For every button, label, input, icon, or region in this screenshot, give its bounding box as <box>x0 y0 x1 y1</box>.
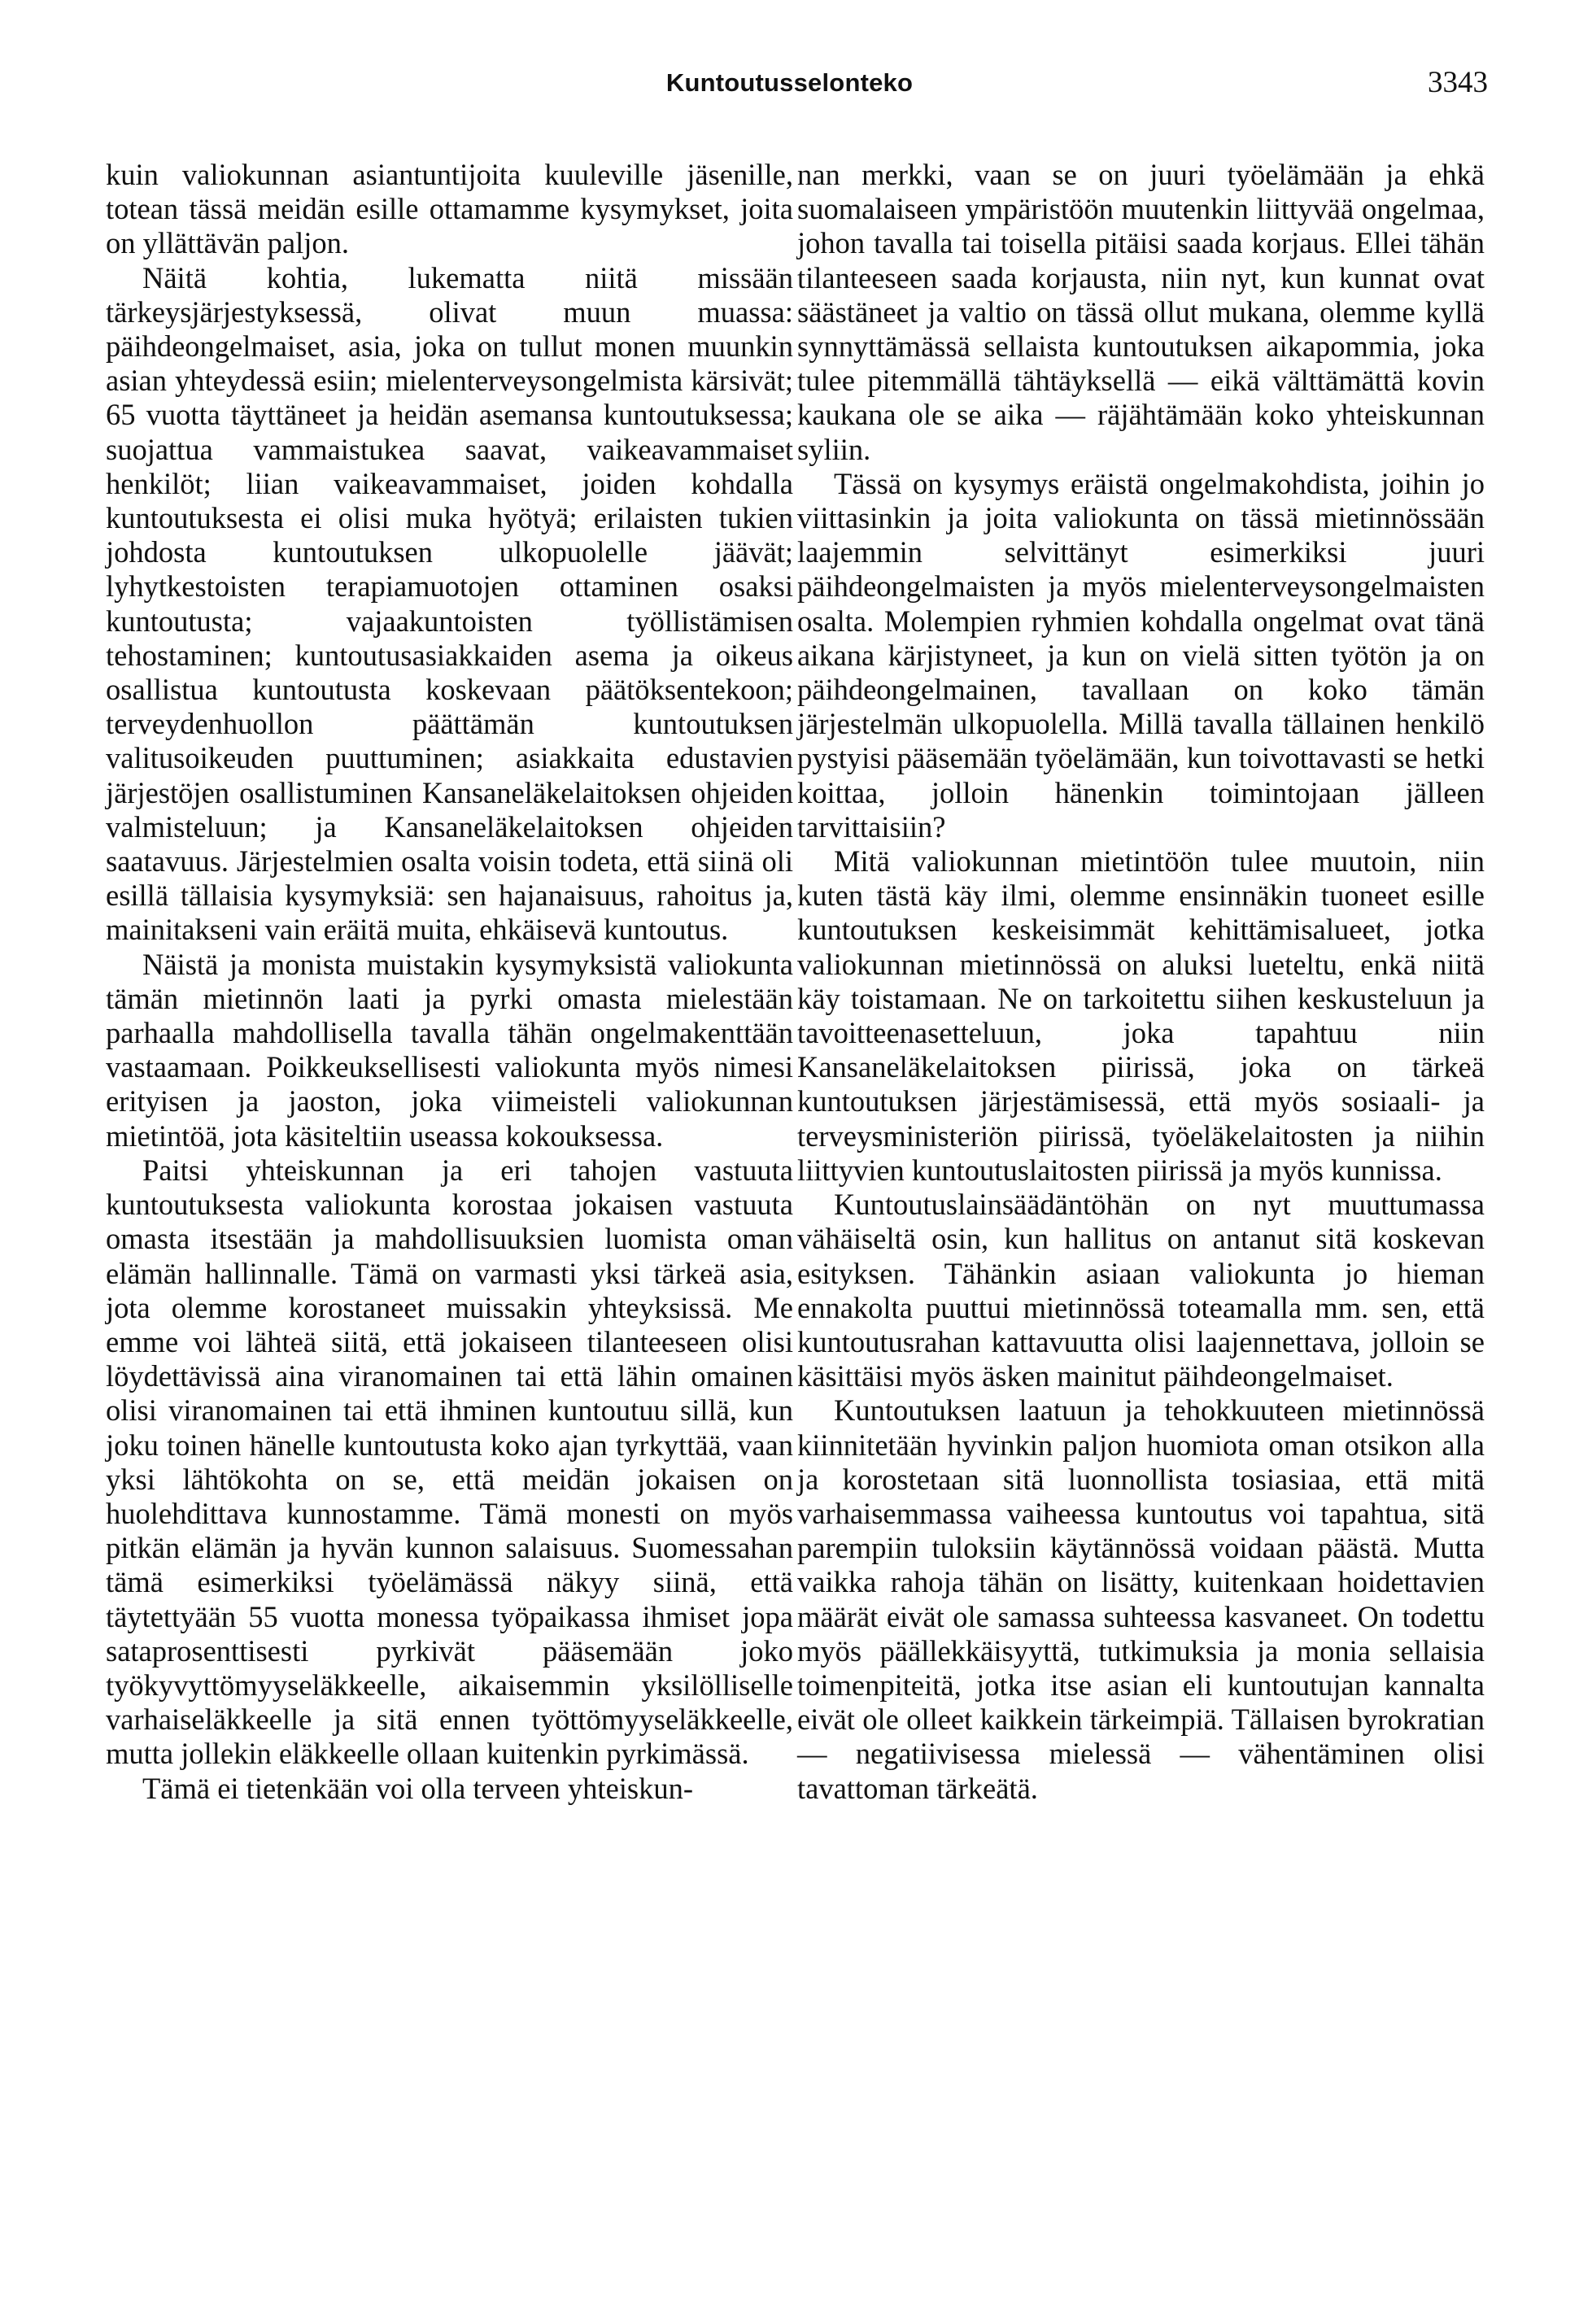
paragraph: Näitä kohtia, lukematta niitä missään tärkeysjärjestyksessä, olivat muun muassa: päihdeongelmaiset, asia, joka on tullut monen muunkin asian yhteydessä esiin; mielenterveysongelmista kärsivät; 65 vuotta täyttäneet ja heidän asemansa kuntoutuksessa; suojattua vammaistukea saavat, vaikeavammaiset henkilöt; liian vaikeavammaiset, joiden kohdalla kuntoutuksesta ei olisi muka hyötyä; erilaisten tukien johdosta kuntoutuksen ulkopuolelle jäävät; lyhytkestoisten terapiamuotojen ottaminen osaksi kuntoutusta; vajaakuntoisten työllistämisen tehostaminen; kuntoutusasiakkaiden asema ja oikeus osallistua kuntoutusta koskevaan päätöksentekoon; terveydenhuollon päättämän kuntoutuksen valitusoikeuden puuttuminen; asiakkaita edustavien järjestöjen osallistuminen Kansaneläkelaitoksen ohjeiden valmisteluun; ja Kansaneläkelaitoksen ohjeiden saatavuus. Järjestelmien osalta voisin todeta, että siinä oli esillä tällaisia kysymyksiä: sen hajanaisuus, rahoitus ja, mainitakseni vain eräitä muita, ehkäisevä kuntoutus. <box>106 260 793 947</box>
page-header <box>0 65 1579 114</box>
paragraph: Tämä ei tietenkään voi olla terveen yhteiskun- <box>142 1771 694 1805</box>
paragraph: Tässä on kysymys eräistä ongelmakohdista, joihin jo viittasinkin ja joita valiokunta on tässä mietinnössään laajemmin selvittänyt esimerkiksi juuri päihdeongelmaisten ja myös mielenterveysongelmaisten osalta. Molempien ryhmien kohdalla ongelmat ovat tänä aikana kärjistyneet, ja kun on vielä sitten työtön ja on päihdeongelmainen, tavallaan on koko tämän järjestelmän ulkopuolella. Millä tavalla tällainen henkilö pystyisi pääsemään työelämään, kun toivottavasti se hetki koittaa, jolloin hänenkin toimintojaan jälleen tarvittaisiin? <box>797 466 1485 844</box>
page-number: 3343 <box>1428 66 1488 99</box>
paragraph: kuin valiokunnan asiantuntijoita kuuleville jäsenille, totean tässä meidän esille ottamamme kysymykset, joita on yllättävän paljon. <box>106 158 793 260</box>
paragraph: nan merkki, vaan se on juuri työelämään ja ehkä suomalaiseen ympäristöön muutenkin liittyvää ongelmaa, johon tavalla tai toisella pitäisi saada korjaus. Ellei tähän tilanteeseen saada korjausta, niin nyt, kun kunnat ovat säästäneet ja valtio on tässä ollut mukana, olemme kyllä synnyttämässä sellaista kuntoutuksen aikapommia, joka tulee pitemmällä tähtäyksellä — eikä välttämättä kovin kaukana ole se aika — räjähtämään koko yhteiskunnan syliin. <box>797 158 1485 466</box>
paragraph: Kuntoutuksen laatuun ja tehokkuuteen mietinnössä kiinnitetään hyvinkin paljon huomiota oman otsikon alla ja korostetaan sitä luonnollista tosiasiaa, että mitä varhaisemmassa vaiheessa kuntoutus voi tapahtua, sitä parempiin tuloksiin käytännössä voidaan päästä. Mutta vaikka rahoja tähän on lisätty, kuitenkaan hoidettavien määrät eivät ole samassa suhteessa kasvaneet. On todettu myös päällekkäisyyttä, tutkimuksia ja monia sellaisia toimenpiteitä, jotka itse asian eli kuntoutujan kannalta eivät ole olleet kaikkein tärkeimpiä. Tällaisen byrokratian — negatiivisessa mielessä — vähentäminen olisi tavattoman tärkeätä. <box>797 1393 1485 1805</box>
running-title: Kuntoutusselonteko <box>665 68 914 97</box>
paragraph: Kuntoutuslainsäädäntöhän on nyt muuttumassa vähäiseltä osin, kun hallitus on antanut sitä koskevan esityksen. Tähänkin asiaan valiokunta jo hieman ennakolta puuttui mietinnössä toteamalla mm. sen, että kuntoutusrahan kattavuutta olisi laajennettava, jolloin se käsittäisi myös äsken mainitut päihdeongelmaiset. <box>797 1188 1485 1393</box>
right-column <box>797 158 1485 1806</box>
paragraph: Paitsi yhteiskunnan ja eri tahojen vastuuta kuntoutuksesta valiokunta korostaa jokaisen vastuuta omasta itsestään ja mahdollisuuksien luomista oman elämän hallinnalle. Tämä on varmasti yksi tärkeä asia, jota olemme korostaneet muissakin yhteyksissä. Me emme voi lähteä siitä, että jokaiseen tilanteeseen olisi löydettävissä aina viranomainen tai että lähin omainen olisi viranomainen tai että ihminen kuntoutuu sillä, kun joku toinen hänelle kuntoutusta koko ajan tyrkyttää, vaan yksi lähtökohta on se, että meidän jokaisen on huolehdittava kunnostamme. Tämä monesti on myös pitkän elämän ja hyvän kunnon salaisuus. Suomessahan tämä esimerkiksi työelämässä näkyy siinä, että täytettyään 55 vuotta monessa työpaikassa ihmiset jopa sataprosenttisesti pyrkivät pääsemään joko työkyvyttömyyseläkkeelle, aikaisemmin yksilölliselle varhaiseläkkeelle ja sitä ennen työttömyyseläkkeelle, mutta jollekin eläkkeelle ollaan kuitenkin pyrkimässä. <box>106 1153 793 1771</box>
paragraph: Näistä ja monista muistakin kysymyksistä valiokunta tämän mietinnön laati ja pyrki omasta mielestään parhaalla mahdollisella tavalla tähän ongelmakenttään vastaamaan. Poikkeuksellisesti valiokunta myös nimesi erityisen ja jaoston, joka viimeisteli valiokunnan mietintöä, jota käsiteltiin useassa kokouksessa. <box>106 947 793 1153</box>
paragraph: Mitä valiokunnan mietintöön tulee muutoin, niin kuten tästä käy ilmi, olemme ensinnäkin tuoneet esille kuntoutuksen keskeisimmät kehittämisalueet, jotka valiokunnan mietinnössä on aluksi lueteltu, enkä niitä käy toistamaan. Ne on tarkoitettu siihen keskusteluun ja tavoitteenasetteluun, joka tapahtuu niin Kansaneläkelaitoksen piirissä, joka on tärkeä kuntoutuksen järjestämisessä, että myös sosiaali- ja terveysministeriön piirissä, työeläkelaitosten ja niihin liittyvien kuntoutuslaitosten piirissä ja myös kunnissa. <box>797 844 1485 1187</box>
left-column <box>106 158 793 1806</box>
